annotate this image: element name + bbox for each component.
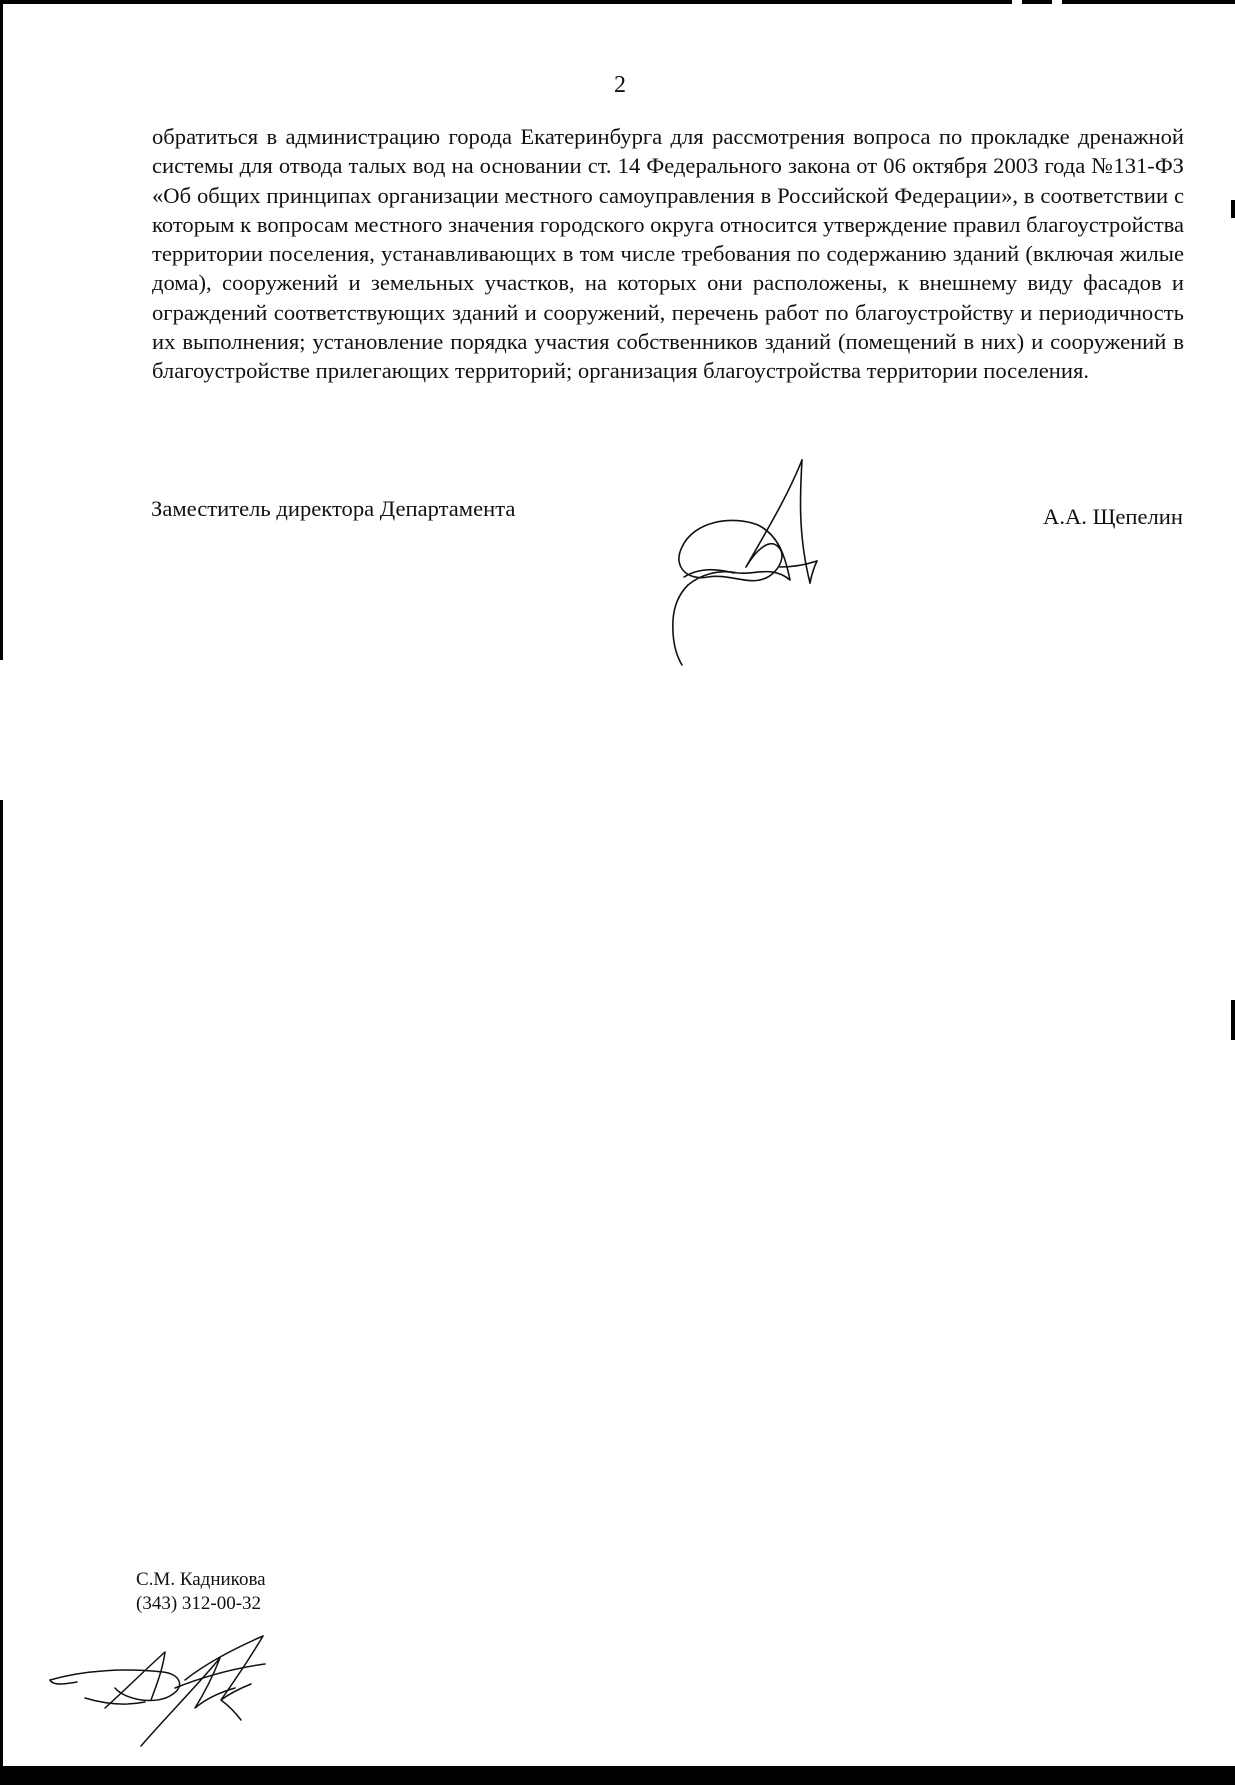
scan-border-gap [0, 660, 3, 800]
letter-body-paragraph: обратиться в администрацию города Екатеринбурга для рассмотрения вопроса по прокладке дренажной системы для отвода талых вод на основании ст. 14 Федерального закона от 06 октября 2003 года №131-ФЗ «Об общих принципах организации местного самоуправления в Российской Федерации», в соответствии с которым к вопросам местного значения городского округа относится утверждение правил благоустройства территории поселения, устанавливающих в том числе требования по содержанию зданий (включая жилые дома), сооружений и земельных участков, на которых они расположены, к внешнему виду фасадов и ограждений соответствующих зданий и сооружений, перечень работ по благоустройству и периодичность их выполнения; установление порядка участия собственников зданий (помещений в них) и сооружений в благоустройстве прилегающих территорий; организация благоустройства территории поселения. [152, 124, 1184, 384]
scan-border-top [0, 0, 1235, 4]
scan-border-gap [1012, 0, 1022, 4]
scan-border-mark [1231, 1000, 1235, 1040]
initials-signature [45, 1628, 305, 1750]
scan-border-left [0, 0, 3, 1785]
page-number: 2 [614, 72, 626, 98]
scan-border-bottom [0, 1766, 1235, 1785]
scan-border-mark [1231, 200, 1235, 218]
executor-block [136, 1568, 266, 1616]
executor-name: С.М. Кадникова [136, 1569, 266, 1590]
scan-border-gap [1052, 0, 1062, 4]
signer-title: Заместитель директора Департамента [151, 496, 516, 521]
executor-phone: (343) 312-00-32 [136, 1593, 262, 1614]
signer-name: А.А. Щепелин [1043, 504, 1183, 529]
handwritten-signature [660, 455, 840, 705]
